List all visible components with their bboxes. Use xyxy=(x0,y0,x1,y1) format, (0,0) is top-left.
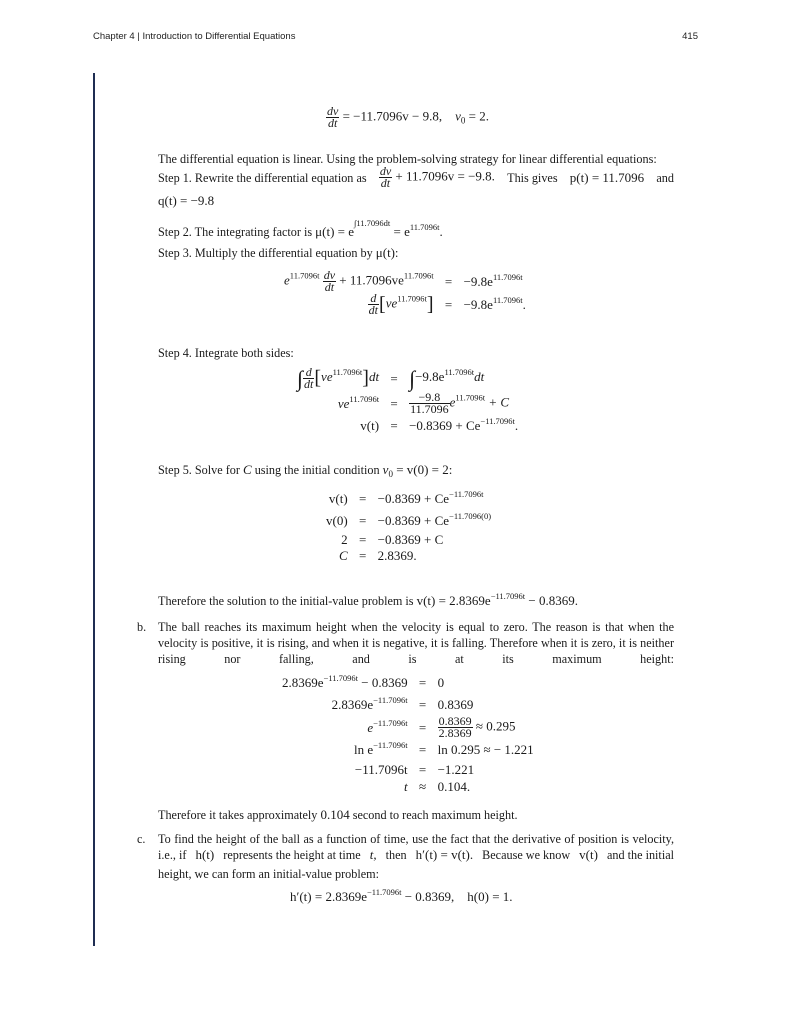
exponent: 11.7096t xyxy=(349,393,380,404)
exponent: −11.7096t xyxy=(449,489,484,499)
solution-line xyxy=(158,593,578,609)
margin-rule xyxy=(93,73,95,946)
lhs: −11.7096t xyxy=(354,762,408,777)
ivp-rhs: = −11.7096v − 9.8, xyxy=(339,108,443,124)
equation-row xyxy=(322,488,495,510)
text: i.e., if xyxy=(158,848,187,862)
relation: = xyxy=(390,395,398,411)
frac-num: 0.8369 xyxy=(438,714,472,728)
step1-p: p(t) = 11.7096 xyxy=(569,169,645,185)
lhs: ln e xyxy=(353,742,374,757)
lhs: 2.8369e xyxy=(331,697,374,712)
text: Because we know xyxy=(482,848,571,862)
step5-cond-rest: = v(0) = 2: xyxy=(392,462,453,477)
ivp-init: h(0) = 1. xyxy=(467,889,513,904)
math-v: v(t) xyxy=(579,847,598,862)
plus-c: + C xyxy=(485,394,510,410)
relation: = xyxy=(359,548,367,563)
step2-mu: μ(t) = e xyxy=(315,224,355,239)
step2-prefix: Step 2. The integrating factor is xyxy=(158,225,313,239)
ivp-init-var: v xyxy=(455,108,461,124)
math-t: t, xyxy=(369,847,377,862)
relation: = xyxy=(359,513,367,528)
frac-den: 11.7096 xyxy=(410,402,449,416)
equation-row xyxy=(278,672,538,694)
relation: = xyxy=(359,532,367,547)
step1-q: q(t) = −9.8 xyxy=(158,193,215,208)
lhs: v(t) xyxy=(328,491,348,506)
ivp-equation xyxy=(326,106,489,129)
step3-mu: μ(t) xyxy=(375,245,396,260)
exponent: 11.7096t xyxy=(492,271,523,282)
part-c-marker: c. xyxy=(137,832,146,846)
exponent: 11.7096t xyxy=(403,270,434,281)
lhs: v(t) xyxy=(360,418,380,433)
part-b-equations xyxy=(278,672,538,795)
lhs: 2.8369e xyxy=(282,675,324,690)
running-header-chapter: Chapter 4 | Introduction to Differential Equations xyxy=(93,31,296,42)
exponent: −11.7096t xyxy=(323,673,358,683)
equation-row: v(t) = $-0.8369 + Ce^{-11.7096t}$. xyxy=(293,415,522,437)
part-c-line2 xyxy=(158,847,674,863)
relation: = xyxy=(418,697,427,712)
step5-mid: using the initial condition xyxy=(254,463,380,477)
relation: = xyxy=(418,742,427,757)
step5-cond: v xyxy=(382,462,389,477)
math-hprime: h′(t) = v(t). xyxy=(415,847,474,862)
step5-equations xyxy=(322,488,495,564)
frac-den: 2.8369 xyxy=(438,726,472,740)
step2-eq: = e xyxy=(390,224,410,239)
step2-exp2: 11.7096t xyxy=(409,222,440,232)
rhs: −9.8e xyxy=(415,369,445,384)
equation-row xyxy=(322,532,495,548)
ivp-end: − 0.8369, xyxy=(401,889,455,904)
rhs: −1.221 xyxy=(437,762,475,777)
solution-exp: −11.7096t xyxy=(490,591,526,601)
relation: = xyxy=(418,675,427,690)
rhs: −0.8369 + Ce xyxy=(409,418,481,433)
text: then xyxy=(385,848,407,862)
part-c-line1: To find the height of the ball as a function of time, use the fact that the derivative of position is velocity, xyxy=(158,832,674,846)
step1-prefix: Step 1. Rewrite the differential equation as xyxy=(158,170,367,185)
frac-den: dt xyxy=(380,176,391,190)
text: and the initial xyxy=(606,848,674,862)
conclusion-prefix: Therefore it takes approximately xyxy=(158,808,318,822)
relation: = xyxy=(390,418,398,433)
rhs: −0.8369 + C xyxy=(377,532,444,547)
part-b-marker: b. xyxy=(137,620,147,634)
step4-equations xyxy=(293,366,522,437)
part-c-ivp xyxy=(290,889,513,905)
page-number: 415 xyxy=(682,31,698,42)
step4-heading: Step 4. Integrate both sides: xyxy=(158,346,294,360)
relation: = xyxy=(418,719,427,735)
rhs: 0 xyxy=(437,675,445,690)
rhs: ≈ 0.295 xyxy=(475,718,516,734)
part-b-text: The ball reaches its maximum height when the velocity is equal to zero. The reason is that when the velocity is positive, it is rising, and when it is negative, it is falling. Therefore when it is zero, it is neither rising nor falling, and is at its maximum height: xyxy=(158,620,674,666)
relation: = xyxy=(418,762,427,777)
step5-c: C xyxy=(242,462,252,477)
exponent: −11.7096t xyxy=(373,717,408,728)
ivp-lhs: h′(t) = 2.8369e xyxy=(290,889,367,904)
equation-row: $ve^{11.7096t}$ = $\frac{-9.8}{11.7096}$ $e^{11.7096t} + C$ xyxy=(337,390,510,416)
equation-row xyxy=(278,761,538,779)
relation: = xyxy=(390,371,398,386)
lhs-end: − 0.8369 xyxy=(358,675,408,690)
step5-line xyxy=(158,462,452,478)
step1-and: and xyxy=(656,170,674,185)
equation-row xyxy=(278,716,538,739)
exponent: 11.7096t xyxy=(455,392,486,403)
relation: = xyxy=(444,273,453,289)
equation-row: $e^{11.7096t}$ $\frac{dv}{dt}$ + $11.7096ve^{11.7096t}$ = $-9.8e^{11.7096t}$ xyxy=(284,268,523,294)
frac-den: dt xyxy=(327,116,338,130)
conclusion-value: 0.104 xyxy=(320,807,350,822)
equation-row xyxy=(278,694,538,716)
frac-num: −9.8 xyxy=(409,392,450,404)
solution-end: − 0.8369. xyxy=(525,593,579,608)
exponent: −11.7096(0) xyxy=(449,511,492,521)
lhs-ve: ve xyxy=(337,395,350,411)
lhs: e xyxy=(367,719,374,735)
text: represents the height at time xyxy=(223,848,361,862)
exponent: 11.7096t xyxy=(444,367,475,377)
frac-num: dv xyxy=(379,164,392,178)
equation-row: ∫ $\frac{d}{dt}$ $[ve^{11.7096t}]dt$ = $\int-9.8e^{11.7096t}dt$ xyxy=(297,364,485,391)
step3-prefix: Step 3. Multiply the differential equation by xyxy=(158,246,373,260)
lhs: 2 xyxy=(341,532,348,547)
step5-cond-sub: 0 xyxy=(388,469,393,479)
rhs: 0.8369 xyxy=(437,697,474,712)
exponent: −11.7096t xyxy=(480,416,515,426)
ivp-exp: −11.7096t xyxy=(366,887,402,897)
relation: = xyxy=(444,296,453,312)
step3-colon: : xyxy=(395,246,399,260)
step1-line xyxy=(158,166,674,189)
rhs: 2.8369. xyxy=(377,548,417,563)
intro-text: The differential equation is linear. Using the problem-solving strategy for linear differential equations: xyxy=(158,152,657,166)
rhs: −0.8369 + Ce xyxy=(377,513,450,528)
lhs: t xyxy=(403,779,408,794)
conclusion-suffix: second to reach maximum height. xyxy=(352,808,518,822)
rhs: ln 0.295 ≈ − 1.221 xyxy=(437,742,534,757)
exponent: 11.7096t xyxy=(492,294,523,305)
step3-equations xyxy=(280,270,530,316)
step3-line xyxy=(158,245,398,261)
step2-line xyxy=(158,218,443,240)
relation: = xyxy=(359,491,367,506)
equation-row xyxy=(278,739,538,761)
lhs-ve: ve xyxy=(385,295,398,311)
exponent: −11.7096t xyxy=(373,695,408,705)
exponent: 11.7096t xyxy=(289,270,320,281)
exponent: −11.7096t xyxy=(373,740,408,750)
ivp-init-sub: 0 xyxy=(460,115,466,126)
step1-gives: This gives xyxy=(507,170,558,185)
step2-end: . xyxy=(439,224,443,239)
exponent: 11.7096t xyxy=(397,293,427,304)
lhs-ve: ve xyxy=(321,369,333,384)
exponent: 11.7096t xyxy=(332,367,363,377)
ivp-init-val: = 2. xyxy=(465,108,489,124)
step1-equation: + 11.7096v = −9.8. xyxy=(392,168,495,184)
rhs: −9.8e xyxy=(463,296,493,312)
lhs: v(0) xyxy=(326,513,348,528)
rhs: 0.104. xyxy=(437,779,471,794)
math-h: h(t) xyxy=(195,847,215,862)
equation-row xyxy=(322,510,495,532)
rhs: −9.8e xyxy=(463,273,493,289)
equation-row xyxy=(322,548,495,564)
lhs-mid: + 11.7096ve xyxy=(336,272,404,288)
equation-row: $\frac{d}{dt}$ $[ve^{11.7096t}]$ = $-9.8e^{11.7096t}$. xyxy=(368,291,526,317)
step2-exp1: ∫11.7096dt xyxy=(354,218,391,228)
step5-prefix: Step 5. Solve for xyxy=(158,463,240,477)
part-b-conclusion xyxy=(158,807,518,823)
frac-num: dv xyxy=(327,104,339,118)
lhs: C xyxy=(339,548,348,563)
rhs: −0.8369 + Ce xyxy=(377,491,450,506)
part-c-line3: height, we can form an initial-value problem: xyxy=(158,867,379,881)
solution-prefix: Therefore the solution to the initial-value problem is xyxy=(158,594,414,608)
equation-row xyxy=(278,779,538,795)
solution-eq: v(t) = 2.8369e xyxy=(416,593,491,608)
relation: ≈ xyxy=(419,779,427,794)
